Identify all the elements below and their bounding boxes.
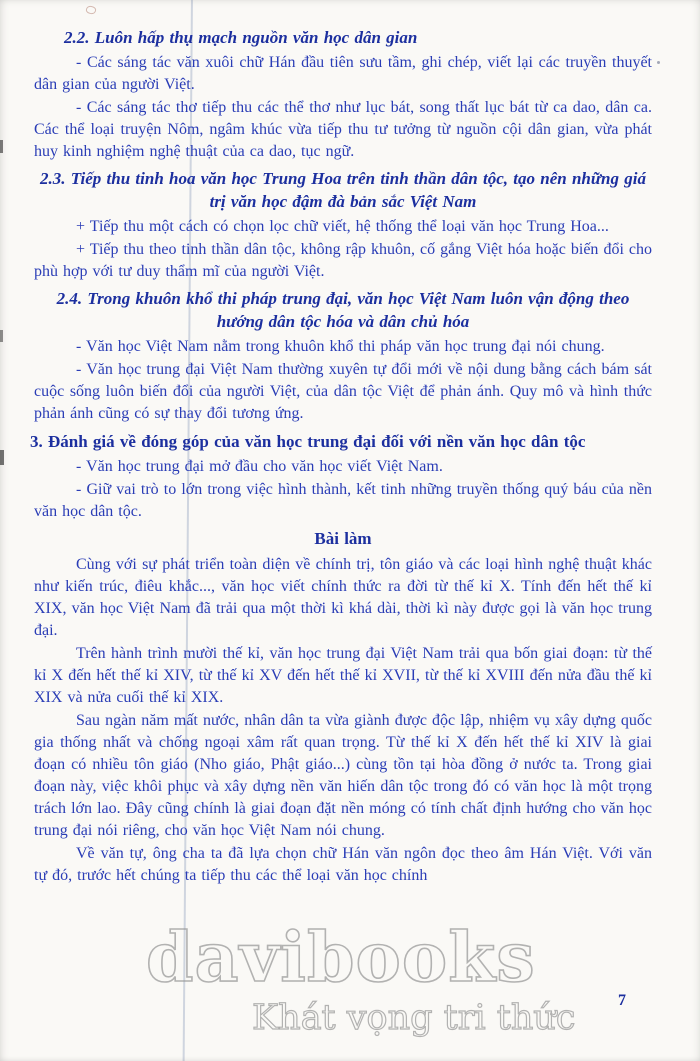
paragraph: Về văn tự, ông cha ta đã lựa chọn chữ Hán văn ngôn đọc theo âm Hán Việt. Với văn tự đó, trước hết chúng ta tiếp thu các thể loại văn học chính xyxy=(34,845,652,884)
section-heading-2-2: 2.2. Luôn hấp thụ mạch nguồn văn học dân gian xyxy=(64,28,418,47)
page-number: 7 xyxy=(618,992,626,1009)
paragraph: + Tiếp thu theo tinh thần dân tộc, không rập khuôn, cố gắng Việt hóa hoặc biến đổi cho phù hợp với tư duy thẩm mĩ của người Việt. xyxy=(34,241,652,280)
section-heading-2-4: 2.4. Trong khuôn khổ thi pháp trung đại, văn học Việt Nam luôn vận động theo hướng dân tộc hóa và dân chủ hóa xyxy=(56,289,630,331)
section-heading-3: 3. Đánh giá về đóng góp của văn học trung đại đối với nền văn học dân tộc xyxy=(30,432,586,451)
paragraph: Sau ngàn năm mất nước, nhân dân ta vừa giành được độc lập, nhiệm vụ xây dựng quốc gia thống nhất và chống ngoại xâm rất quan trọng. Từ thế kỉ X đến hết thế kỉ XIV là giai đoạn có nhiều tôn giáo (Nho giáo, Phật giáo...) cùng tồn tại hòa đồng ở nước ta. Trong giai đoạn này, việc khôi phục và xây dựng nền văn hiến dân tộc trong đó có văn học là một trọng trách lớn lao. Đây cũng chính là giai đoạn đặt nền móng có tính chất định hướng cho văn học trung đại nói riêng, cho văn học Việt Nam nói chung. xyxy=(34,712,652,839)
watermark-slogan: Khát vọng tri thức xyxy=(252,998,576,1038)
essay-title: Bài làm xyxy=(314,529,372,548)
section-heading-2-3: 2.3. Tiếp thu tinh hoa văn học Trung Hoa trên tinh thần dân tộc, tạo nên những giá trị văn học đậm đà bản sắc Việt Nam xyxy=(40,169,646,211)
paragraph: - Các sáng tác văn xuôi chữ Hán đầu tiên sưu tầm, ghi chép, viết lại các truyền thuyết dân gian của người Việt. xyxy=(34,54,652,93)
paragraph: - Văn học Việt Nam nằm trong khuôn khổ thi pháp văn học trung đại nói chung. xyxy=(76,338,605,355)
paragraph: + Tiếp thu một cách có chọn lọc chữ viết, hệ thống thể loại văn học Trung Hoa... xyxy=(76,218,609,235)
paragraph: Trên hành trình mười thế kỉ, văn học trung đại Việt Nam trải qua bốn giai đoạn: từ thế kỉ X đến hết thế kỉ XIV, từ thế kỉ XV đến hết thế kỉ XVII, từ thế kỉ XVIII đến nửa đầu thế kỉ XIX và nửa cuối thế kỉ XIX. xyxy=(34,645,652,706)
paragraph: - Văn học trung đại Việt Nam thường xuyên tự đổi mới về nội dung bằng cách bám sát cuộc sống luôn biến đổi của người Việt, của dân tộc Việt để phản ánh. Quy mô và hình thức phản ánh cũng có sự thay đổi tương ứng. xyxy=(34,361,652,422)
paragraph: - Các sáng tác thơ tiếp thu các thể thơ như lục bát, song thất lục bát từ ca dao, dân ca. Các thể loại truyện Nôm, ngâm khúc vừa tiếp thu tư tưởng từ nguồn cội dân gian, vừa phát huy kinh nghiệm nghệ thuật của ca dao, tục ngữ. xyxy=(34,99,652,160)
paragraph: - Giữ vai trò to lớn trong việc hình thành, kết tinh những truyền thống quý báu của nền văn học dân tộc. xyxy=(34,481,652,520)
paragraph: Cùng với sự phát triển toàn diện về chính trị, tôn giáo và các loại hình nghệ thuật khác như kiến trúc, điêu khắc..., văn học viết chính thức ra đời từ thế kỉ X. Tính đến hết thế kỉ XIX, văn học Việt Nam đã trải qua một thời kì khá dài, thời kì này được gọi là văn học trung đại. xyxy=(34,556,652,639)
paragraph: - Văn học trung đại mở đầu cho văn học viết Việt Nam. xyxy=(76,458,443,475)
watermark-brand: davibooks xyxy=(146,918,536,998)
